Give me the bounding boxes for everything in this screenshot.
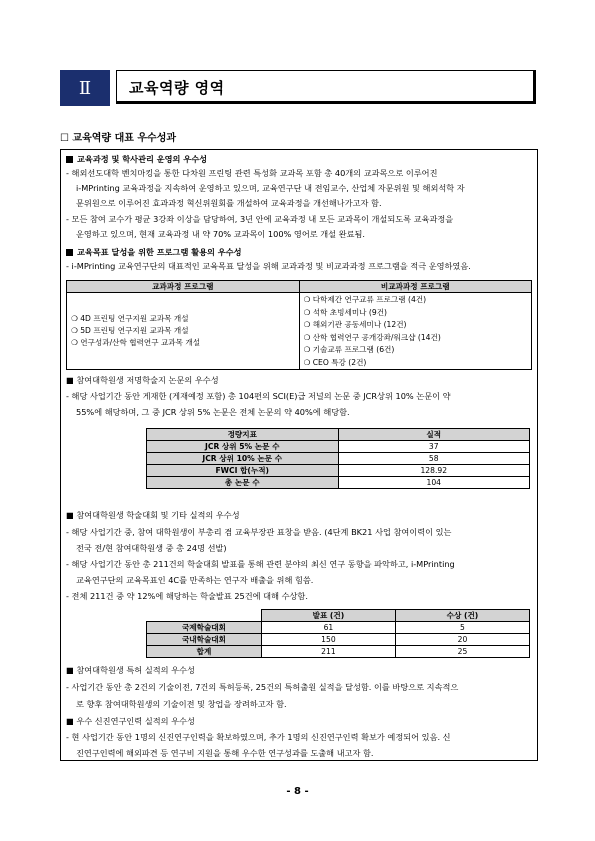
s6-line: 진연구인력에 해외파견 등 연구비 지원을 통해 우수한 연구성과를 도출해 내고자 함.: [76, 748, 374, 758]
list-item: ❍ 다학제간 연구교류 프로그램 (4건): [303, 295, 427, 304]
s4-line: - 해당 사업기간 동안 총 211건의 학술대회 발표를 통해 관련 분야의 최신 연구 동향을 파악하고, i-MPrinting: [66, 559, 455, 569]
list-item: ❍ 해외기관 공동세미나 (12건): [303, 320, 407, 329]
table-row: 국제학술대회 61 5: [147, 622, 530, 634]
s3-line: 55%에 해당하며, 그 중 JCR 상위 5% 논문은 전체 논문의 약 40%에 해당함.: [76, 407, 350, 417]
journal-table: [146, 428, 530, 489]
square-bullet-icon: [66, 156, 73, 163]
page-number: - 8 -: [286, 786, 309, 797]
s4-line: 교육연구단의 교육목표인 4C를 만족하는 연구자 배출을 위해 힘씀.: [76, 575, 314, 585]
chapter-header: [60, 70, 538, 106]
table-row: 총 논문 수 104: [147, 477, 530, 489]
s4-line: 전국 전/현 참여대학원생 중 총 24명 선발): [76, 543, 227, 553]
s1-line: - 해외선도대학 벤치마킹을 통한 다차원 프린팅 관련 특성화 교과목 포함 총 40개의 교과목으로 이루어진: [66, 168, 438, 178]
s4-line: - 전체 211건 중 약 12%에 해당하는 학술발표 25건에 대해 수상함.: [66, 591, 308, 601]
s6-heading: ■ 우수 신진연구인력 실적의 우수성: [66, 716, 195, 726]
s1-line: 운영하고 있으며, 현재 교육과정 내 약 70% 교과목이 100% 영어로 개설 완료됨.: [76, 229, 365, 239]
s2-heading: 교육목표 달성을 위한 프로그램 활용의 우수성: [66, 248, 242, 256]
s5-heading: ■ 참여대학원생 특허 실적의 우수성: [66, 665, 195, 675]
s4-line: - 해당 사업기간 중, 참여 대학원생이 부총리 겸 교육부장관 표창을 받음. (4단계 BK21 사업 참여이력이 있는: [66, 527, 452, 537]
table-row: FWCI 합(누적) 128.92: [147, 465, 530, 477]
s5-line: - 사업기간 동안 총 2건의 기술이전, 7건의 특허등록, 25건의 특허출원 실적을 달성함. 이를 바탕으로 지속적으: [66, 682, 459, 692]
chapter-title-box: [116, 70, 536, 104]
chapter-title: 교육역량 영역: [129, 79, 225, 97]
table-row: JCR 상위 10% 논문 수 58: [147, 453, 530, 465]
journal-table-header: 정량지표: [147, 429, 339, 441]
s6-line: - 현 사업기간 동안 1명의 신진연구인력을 확보하였으며, 추가 1명의 신진연구인력 확보가 예정되어 있음. 신: [66, 732, 451, 742]
square-bullet-icon: [66, 249, 73, 256]
s3-line: - 해당 사업기간 동안 게재한 (게재예정 포함) 총 104편의 SCI(E)급 저널의 논문 중 JCR상위 10% 논문이 약: [66, 391, 451, 401]
list-item: ❍ 기술교류 프로그램 (6건): [303, 345, 395, 354]
list-item: ❍ 4D 프린팅 연구지원 교과목 개설: [71, 314, 189, 323]
s1-heading: 교육과정 및 학사관리 운영의 우수성: [66, 155, 207, 163]
s1-line: - 모든 참여 교수가 평균 3강좌 이상을 담당하여, 3년 안에 교육과정 내 모든 교과목이 개설되도록 교육과정을: [66, 214, 454, 224]
s5-line: 로 향후 참여대학원생의 기술이전 및 창업을 장려하고자 함.: [76, 699, 287, 709]
curricular-list: [67, 293, 300, 370]
list-item: ❍ 석학 초빙세미나 (9건): [303, 307, 387, 317]
s1-line: i-MPrinting 교육과정을 지속하여 운영하고 있으며, 교육연구단 내 전임교수, 산업체 자문위원 및 해외석학 자: [76, 183, 465, 193]
conference-table-header: 발표 (건): [261, 610, 395, 622]
s1-line: 문위원으로 이루어진 효과과정 혁신위원회를 개설하여 교육과정을 개선해나가고자 함.: [76, 198, 382, 208]
s3-heading: ■ 참여대학원생 저명학술지 논문의 우수성: [66, 375, 219, 385]
program-table: [66, 280, 532, 370]
conference-table-header: 수상 (건): [395, 610, 529, 622]
table-row: 국내학술대회 150 20: [147, 634, 530, 646]
extracurricular-list: [299, 293, 532, 370]
program-table-header: 비교과과정 프로그램: [299, 281, 532, 293]
list-item: ❍ CEO 특강 (2건): [303, 357, 367, 367]
journal-table-header: 실적: [338, 429, 530, 441]
list-item: ❍ 5D 프린팅 연구지원 교과목 개설: [71, 326, 189, 335]
list-item: ❍ 연구성과/산학 협력연구 교과목 개설: [71, 338, 201, 347]
section-title: ☐ 교육역량 대표 우수성과: [60, 133, 177, 144]
table-row: 합계 211 25: [147, 646, 530, 658]
s4-heading: ■ 참여대학원생 학술대회 및 기타 실적의 우수성: [66, 510, 240, 520]
program-table-header: 교과과정 프로그램: [67, 281, 300, 293]
conference-table: [146, 609, 530, 658]
table-row: JCR 상위 5% 논문 수 37: [147, 441, 530, 453]
list-item: ❍ 산학 협력연구 공개강좌/워크샵 (14건): [303, 332, 441, 342]
chapter-number: Ⅱ: [60, 70, 110, 106]
conference-table-corner: [147, 610, 262, 622]
s2-line: - i-MPrinting 교육연구단의 대표적인 교육목표 달성을 위해 교과과정 및 비교과과정 프로그램을 적극 운영하였음.: [66, 261, 471, 271]
